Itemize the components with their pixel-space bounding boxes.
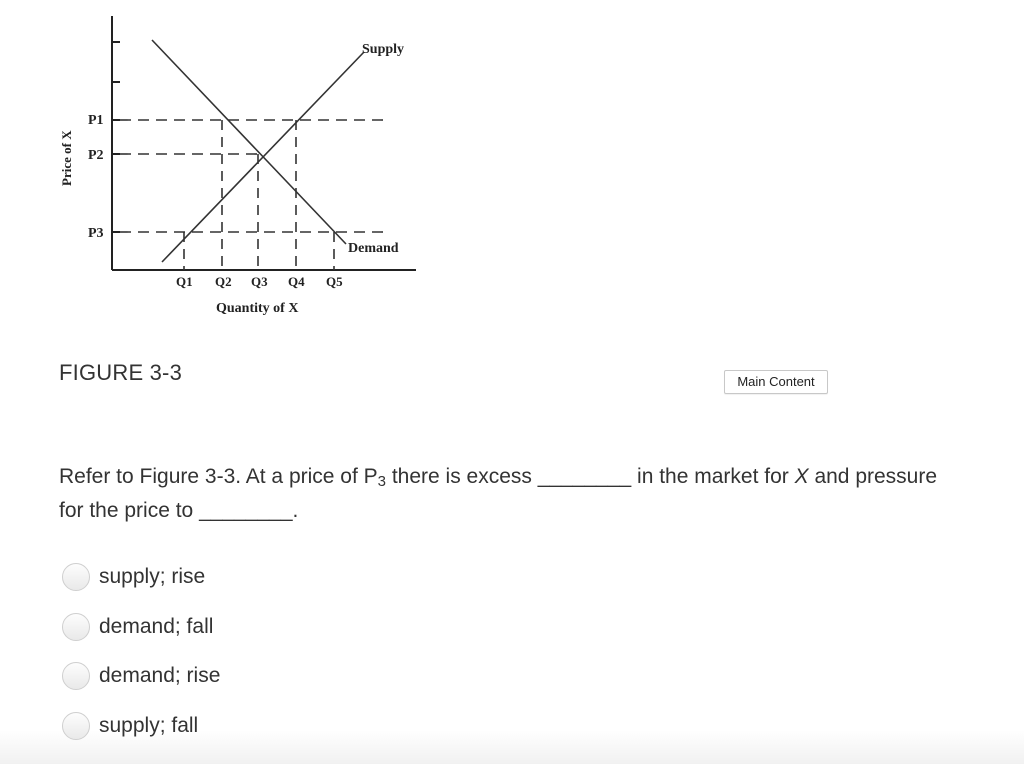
question-end: . [292,499,299,522]
answer-option[interactable] [62,562,220,592]
price-subscript: 3 [377,473,387,490]
question-part4: and pressure for the price to [59,465,938,522]
price-symbol: P [363,465,378,488]
demand-label: Demand [348,241,399,256]
price-label-p3: P3 [88,226,104,241]
radio-button[interactable] [62,563,90,591]
answer-options [62,562,220,760]
radio-button[interactable] [62,662,90,690]
quantity-label-q4: Q4 [288,274,305,289]
figure-caption: FIGURE 3-3 [59,360,183,385]
answer-option-label: supply; fall [99,713,199,737]
answer-option[interactable] [62,711,220,741]
main-content-button[interactable]: Main Content [724,370,828,394]
demand-curve [152,40,346,244]
x-axis-title: Quantity of X [216,301,299,316]
price-label-p2: P2 [88,148,104,163]
answer-option-label: supply; rise [99,565,206,588]
question-part3: in the market for [631,465,795,488]
y-axis-title: Price of X [59,130,74,186]
answer-blank-1: ________ [537,465,632,488]
quantity-label-q1: Q1 [176,274,193,289]
good-symbol: X [794,465,809,488]
question-part2: there is excess [386,465,538,488]
supply-demand-figure [50,8,430,328]
answer-option-label: demand; rise [99,664,221,687]
answer-blank-2: ________ [199,499,293,522]
radio-button[interactable] [62,712,90,740]
answer-option[interactable] [62,661,220,691]
answer-option-label: demand; fall [99,614,214,638]
supply-label: Supply [362,42,405,57]
answer-option[interactable] [62,612,220,642]
quantity-label-q5: Q5 [326,274,343,289]
quantity-label-q3: Q3 [251,274,268,289]
question-text [59,460,959,528]
question-part1: Refer to Figure 3-3. At a price of [59,465,364,488]
price-label-p1: P1 [88,113,104,128]
radio-button[interactable] [62,613,90,641]
quantity-label-q2: Q2 [215,274,232,289]
